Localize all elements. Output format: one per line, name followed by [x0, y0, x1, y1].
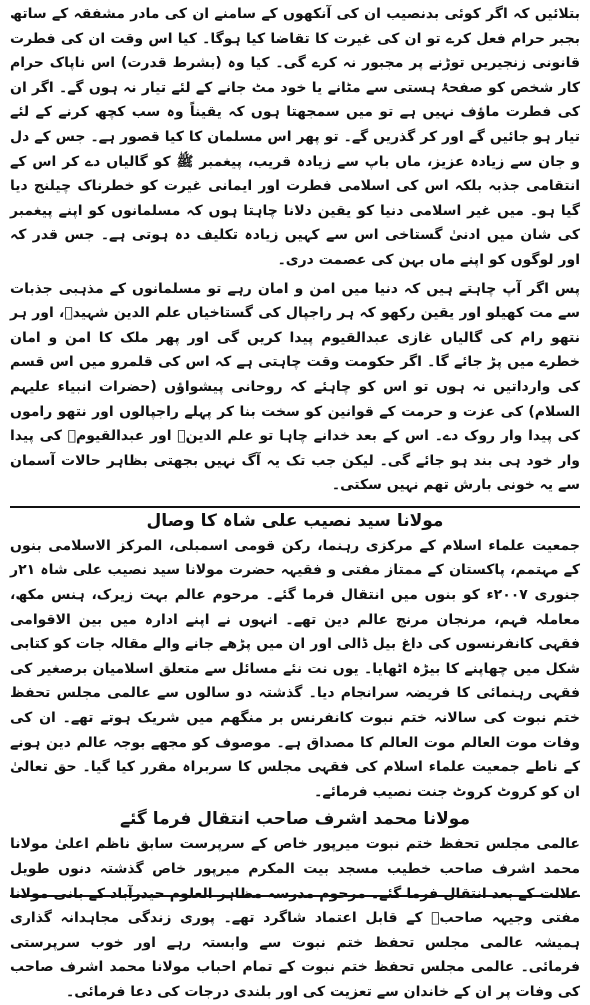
- obituary-heading-nasib-ali-shah: مولانا سید نصیب علی شاہ کا وصال: [146, 510, 444, 531]
- article-paragraph-2: پس اگر آپ چاہتے ہیں کہ دنیا میں امن و امان رہے تو مسلمانوں کے مذہبی جذبات سے مت کھیلو اور یقین رکھو کہ ہر راجپال کی گستاخیاں علم الدین شہیدؒ، اور ہر نتھو رام کی گالیاں غازی عبدالقیوم پیدا کریں گی اور پھر ملک کا امن و امان خطرے میں پڑ جائے گا۔ اگر حکومت وقت چاہتی ہے کہ اس کی قلمرو میں اس قسم کی وارداتیں نہ ہوں تو اس کو چاہئے کہ روحانی پیشواؤں (حضرات انبیاء علیہم السلام) کی عزت و حرمت کے قوانین کو سخت بنا کر پہلے راجپالوں اور نتھو راموں کی پیدا وار روک دے۔ اس کے بعد خدانے چاہا تو علم الدینؒ اور عبدالقیومؒ کی پیدا وار خود ہی بند ہو جائے گی۔ لیکن جب تک یہ آگ نہیں بجھتی بظاہر حالات آسمان سے یہ خونی بارش تھم نہیں سکتی۔: [10, 280, 580, 494]
- article-paragraph-1: بتلائیں کہ اگر کوئی بدنصیب ان کی آنکھوں کے سامنے ان کی مادر مشفقہ کے ساتھ بجبر حرام فعل کرے تو ان کی غیرت کا تقاضا کیا ہوگا۔ کیا اس وقت ان کی فطرت قانونی زنجیریں توڑنے پر مجبور نہ کرے گی۔ کیا وہ (بشرط قدرت) اس ناپاک حرام کار شخص کو صفحۂ ہستی سے مٹانے یا خود مٹ جانے کے لئے تیار نہ ہوں گے۔ اگر ان کی فطرت ماؤف نہیں ہے تو میں سمجھتا ہوں کہ یقیناً وہ سب کچھ کرنے کے لئے تیار ہو جائیں گے اور کر گذریں گے۔ تو پھر اس مسلمان کا کیا قصور ہے۔ جس کے دل و جان سے زیادہ عزیز، ماں باپ سے زیادہ قریب، پیغمبر ﷺ کو گالیاں دے کر اس کے انتقامی جذبہ بلکہ اس کی اسلامی فطرت اور ایمانی غیرت کو خطرناک چیلنج دیا گیا ہو۔ میں غیر اسلامی دنیا کو یقین دلانا چاہتا ہوں کہ مسلمانوں کو اپنے پیغمبر کی شان میں ادنیٰ گستاخی اس سے کہیں زیادہ تکلیف دہ ہوتی ہے۔ جس قدر کہ اور لوگوں کو اپنے ماں بہن کی عصمت دری۔: [10, 6, 580, 268]
- obituary-paragraph-muhammad-ashraf: عالمی مجلس تحفظ ختم نبوت میرپور خاص کے سرپرست سابق ناظم اعلیٰ مولانا محمد اشرف صاحب خطیب مسجد بیت المکرم میرپور خاص گذشتہ دنوں طویل علالت کے بعد انتقال فرما گئے۔ مرحوم مدرسہ مظاہر العلوم حیدرآباد کے بانی مولانا مفتی وجیہہ صاحبؒ کے قابل اعتماد شاگرد تھے۔ پوری زندگی مجاہدانہ گذاری ہمیشہ عالمی مجلس تحفظ ختم نبوت سے وابستہ رہے اور خوب سرپرستی فرمائی۔ عالمی مجلس تحفظ ختم نبوت کے تمام احباب مولانا محمد اشرف صاحب کی وفات پر ان کے خاندان سے تعزیت کی اور بلندی درجات کی دعا فرمائی۔: [10, 836, 580, 1000]
- obituary-paragraph-nasib-ali-shah: جمعیت علماء اسلام کے مرکزی رہنما، رکن قومی اسمبلی، المرکز الاسلامی بنوں کے مہتمم، پاکستان کے ممتاز مفتی و فقیہہ حضرت مولانا سید نصیب علی شاہ ۲۱ر جنوری ۲۰۰۷ء کو بنوں میں انتقال فرما گئے۔ مرحوم عالم بہت زیرک، ہنس مکھ، معاملہ فہم، مرنجان مرنج عالم دین تھے۔ انہوں نے اپنے ادارہ میں بین الاقوامی فقہی کانفرنسوں کی داغ بیل ڈالی اور ان میں پڑھے جانے والے مقالہ جات کو کتابی شکل میں چھاپنے کا بیڑہ اٹھایا۔ یوں نت نئے مسائل سے متعلق اسلامیان برصغیر کی فقہی رہنمائی کا فریضہ سرانجام دیا۔ گذشتہ دو سالوں سے عالمی مجلس تحفظ ختم نبوت کی سالانہ ختم نبوت کانفرنس بر منگھم میں شریک ہوتے تھے۔ ان کی وفات موت العالم موت العالم کا مصداق ہے۔ موصوف کو مجھے بوجہ عالم دین ہونے کے ناطے جمعیت علماء اسلام کی فقہی مجلس کا سربراہ مقرر کیا گیا۔ حق تعالیٰ ان کو کروٹ کروٹ جنت نصیب فرمائے۔: [10, 537, 580, 800]
- obituary-heading-muhammad-ashraf: مولانا محمد اشرف صاحب انتقال فرما گئے: [120, 809, 470, 830]
- page-bottom-rule: [10, 895, 580, 897]
